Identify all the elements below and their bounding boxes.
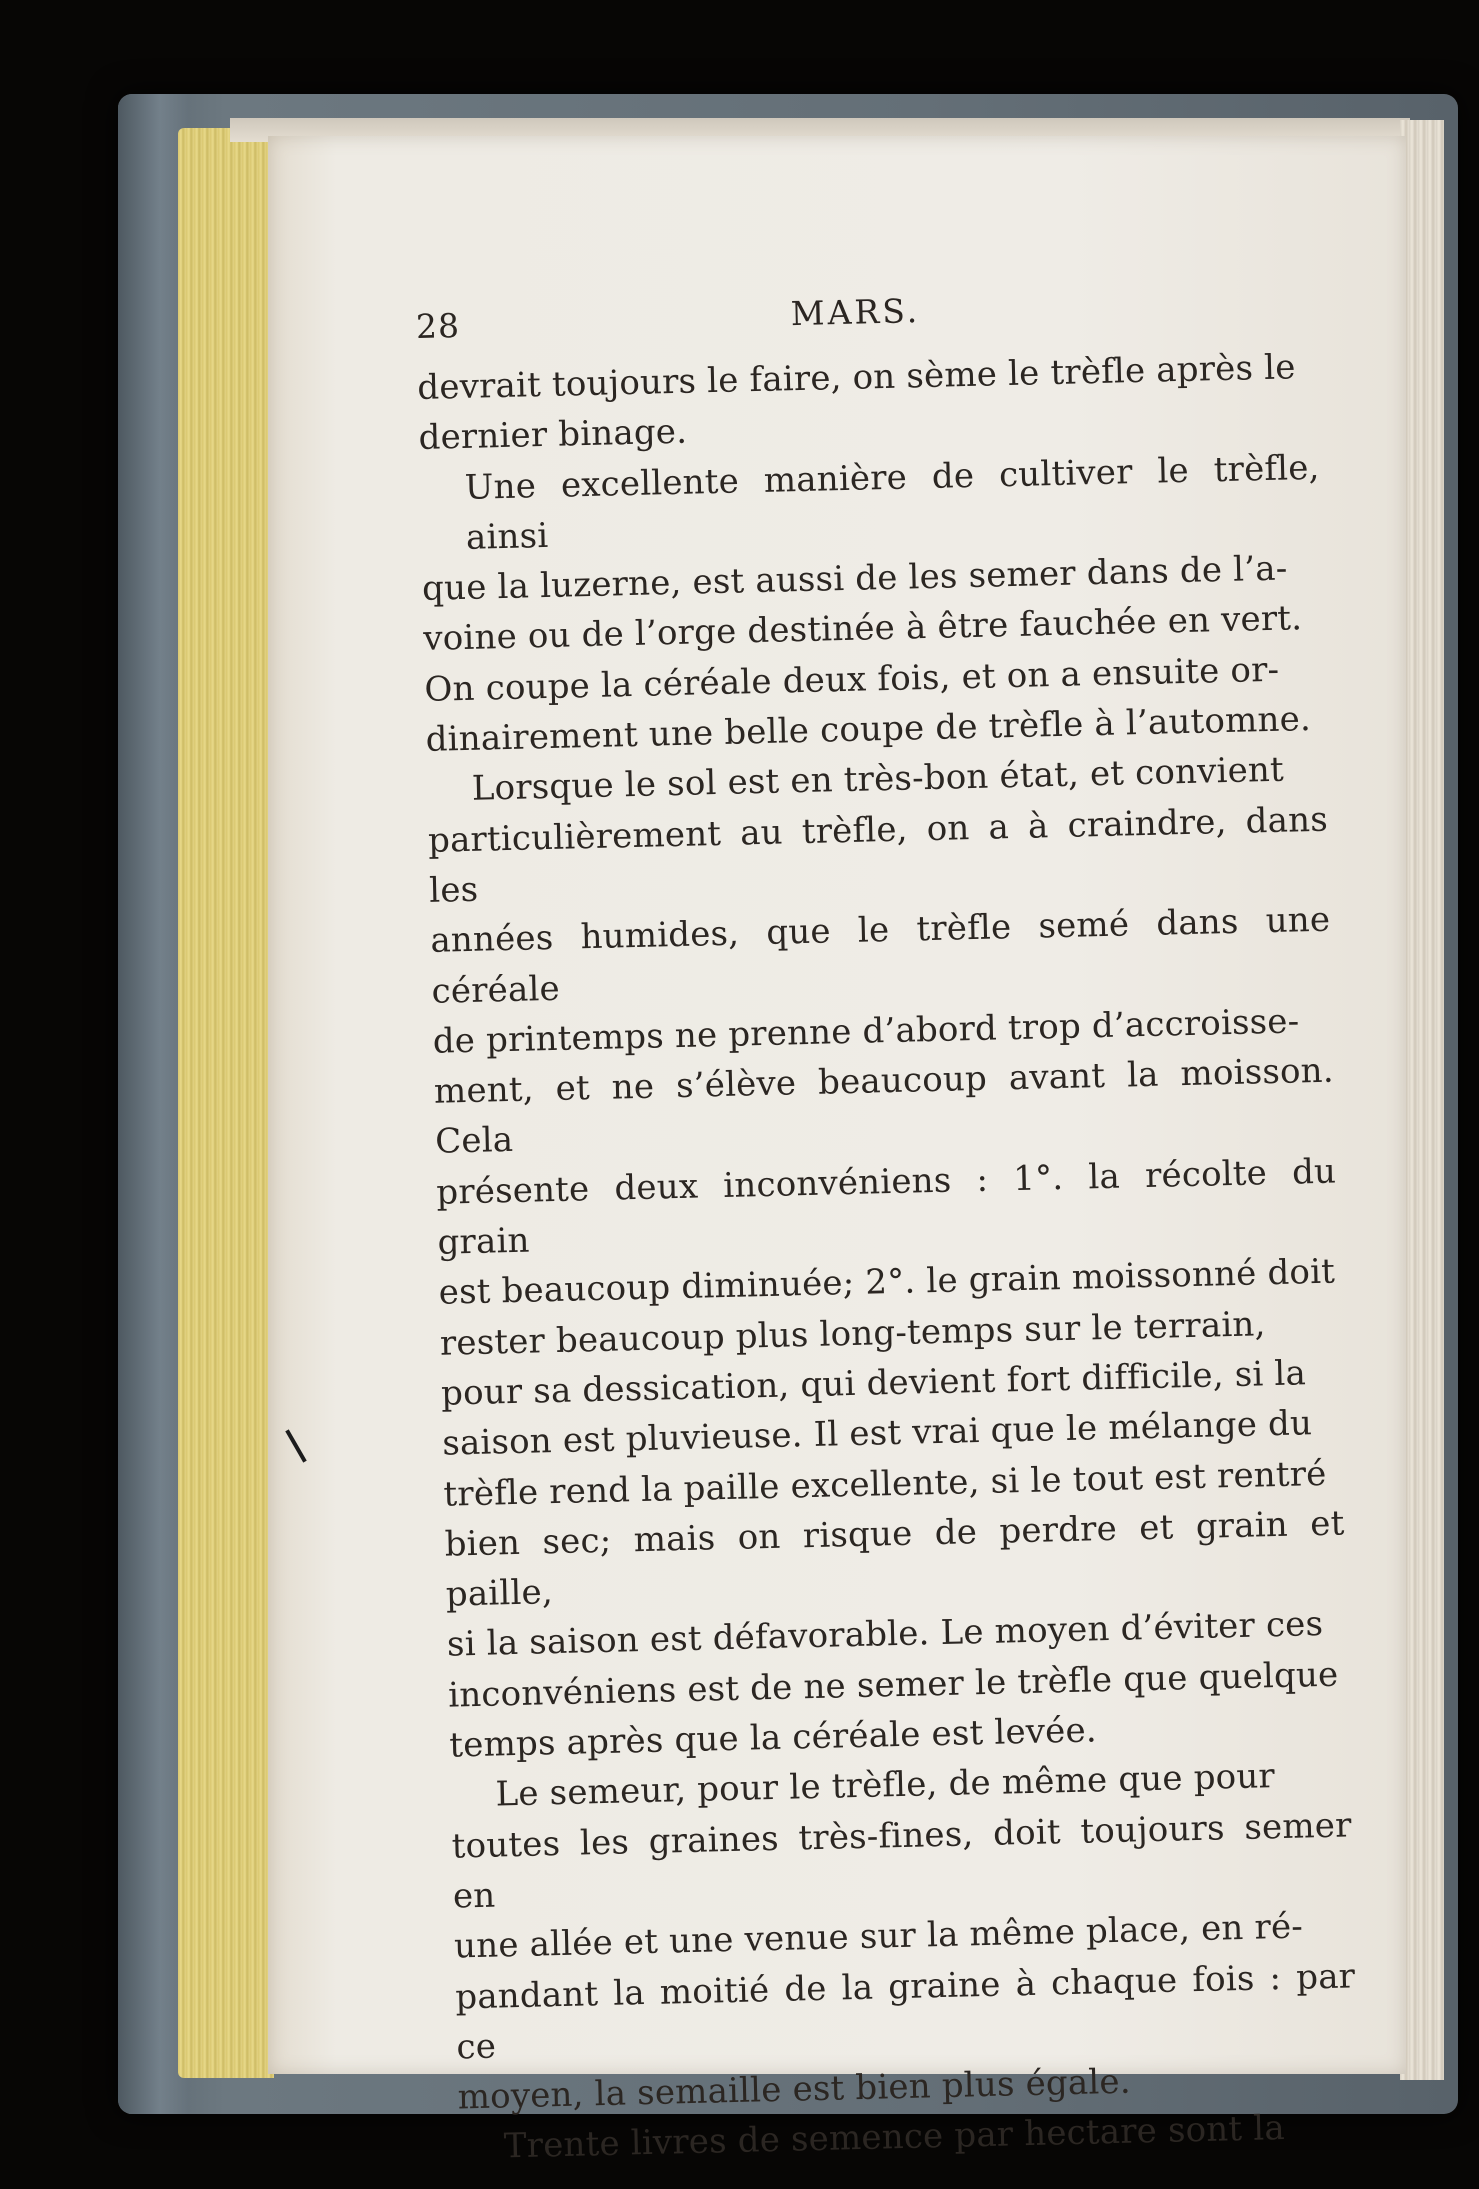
paragraph — [419, 442, 1326, 765]
gilded-page-edges — [178, 128, 274, 2078]
page-stack-right — [1400, 120, 1444, 2080]
text-line: Trente livres de semence par hectare sont la — [503, 2108, 1286, 2167]
text-line: dernier binage. — [418, 411, 688, 459]
text-line: saison est pluvieuse. Il est vrai que le mélange du — [441, 1403, 1313, 1464]
text-line: trèfle rend la paille excellente, si le tout est rentré — [443, 1453, 1327, 1515]
text-line: est beaucoup diminuée; 2°. le grain moissonné doit — [438, 1251, 1336, 1314]
text-line: Lorsque le sol est en très-bon état, et convient — [471, 750, 1285, 810]
paragraph — [450, 1750, 1358, 2123]
text-line: inconvéniens est de ne semer le trèfle que quelque — [447, 1654, 1339, 1716]
paragraph — [426, 744, 1349, 1771]
page-text-block — [415, 264, 1359, 2173]
text-line: On coupe la céréale deux fois, et on a ensuite or- — [424, 649, 1280, 710]
text-line: de printemps ne prenne d’abord trop d’accroisse- — [432, 1001, 1300, 1062]
text-line: temps après que la céréale est levée. — [448, 1710, 1098, 1766]
text-line: une allée et une venue sur la même place, en ré- — [453, 1906, 1304, 1967]
text-line: moyen, la semaille est bien plus égale. — [457, 2061, 1132, 2118]
text-line: si la saison est défavorable. Le moyen d’éviter ces — [446, 1604, 1324, 1666]
text-line: Une excellente manière de cultiver le trèfle, ainsi — [464, 447, 1321, 558]
page-number: 28 — [415, 305, 461, 346]
text-line: années humides, que le trèfle semé dans une céréale — [429, 899, 1331, 1012]
text-line: devrait toujours le faire, on sème le trèfle après le — [416, 347, 1296, 408]
text-line: que la luzerne, est aussi de les semer dans de l’a- — [421, 548, 1288, 610]
text-line: présente deux inconvéniens : 1°. la récolte du grain — [435, 1151, 1337, 1263]
text-line: particulièrement au trèfle, on a à craindre, dans les — [427, 799, 1329, 911]
text-line: bien sec; mais on risque de perdre et grain et paille, — [444, 1503, 1345, 1615]
text-line: voine ou de l’orge destinée à être fauchée en vert. — [422, 598, 1303, 660]
text-line: Le semeur, pour le trèfle, de même que pour — [495, 1756, 1276, 1815]
running-title: MARS. — [790, 291, 921, 334]
text-line: dinairement une belle coupe de trèfle à l’automne. — [425, 699, 1312, 760]
text-line: pour sa dessication, qui devient fort difficile, si la — [440, 1353, 1307, 1414]
text-line: ment, et ne s’élève beaucoup avant la moisson. Cela — [433, 1050, 1335, 1163]
text-line: toutes les graines très-fines, doit toujours semer en — [451, 1804, 1353, 1917]
text-line: rester beaucoup plus long-temps sur le terrain, — [439, 1303, 1266, 1364]
text-line: pandant la moitié de la graine à chaque fois : par ce — [454, 1955, 1356, 2068]
